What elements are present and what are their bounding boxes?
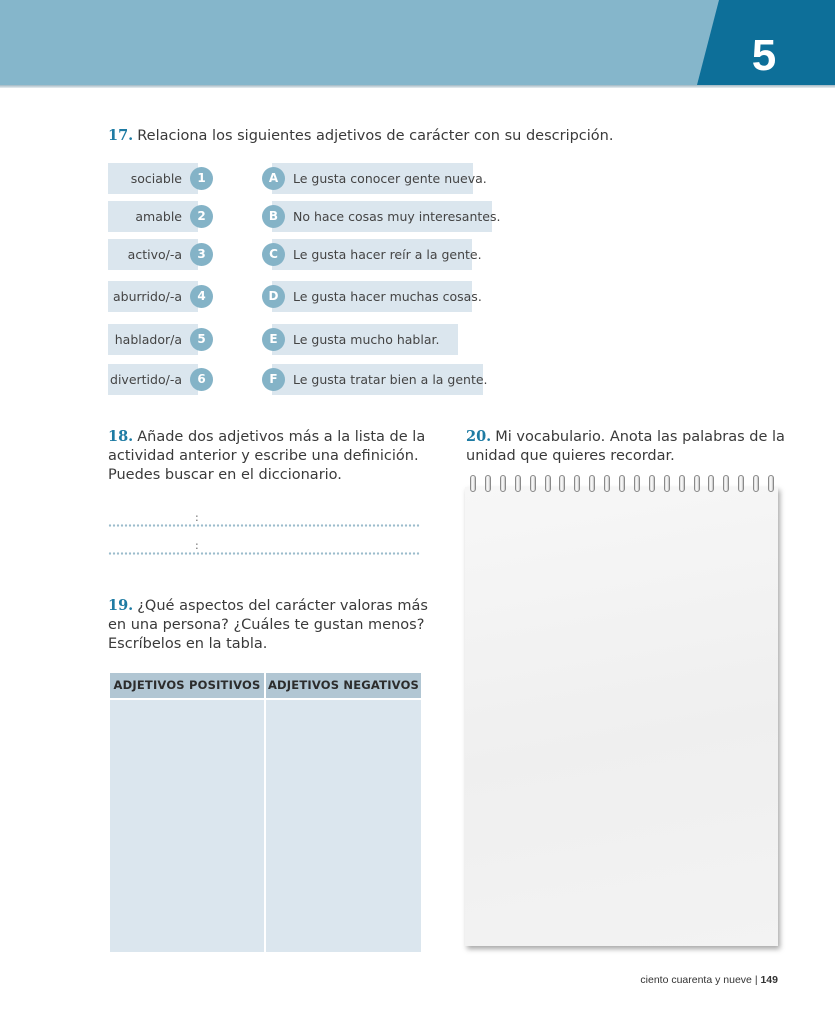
q19-number: 19. (108, 597, 134, 614)
spiral-ring (694, 475, 700, 492)
spiral-ring (679, 475, 685, 492)
q20-line-2: unidad que quieres recordar. (466, 448, 675, 464)
answer-line-1[interactable] (108, 524, 420, 527)
adjective-number-3: 3 (190, 243, 213, 266)
adjective-label: aburrido/-a (112, 289, 182, 304)
definition-text: Le gusta mucho hablar. (293, 332, 440, 347)
answer-separator-2: : (195, 539, 199, 552)
spiral-ring (574, 475, 580, 492)
q19-line-3: Escríbelos en la tabla. (108, 636, 268, 652)
definition-box-d (272, 281, 482, 312)
definition-box-e (272, 324, 458, 355)
spiral-ring (738, 475, 744, 492)
adjective-label: sociable (130, 171, 182, 186)
definition-letter-c: C (262, 243, 285, 266)
q19-line-2: en una persona? ¿Cuáles te gustan menos? (108, 617, 425, 633)
spiral-ring (768, 475, 774, 492)
q18-line-2: actividad anterior y escribe una definición. (108, 448, 419, 464)
definition-letter-e: E (262, 328, 285, 351)
q18-line-1: Añade dos adjetivos más a la lista de la (137, 429, 426, 445)
adjective-box-6 (108, 364, 198, 395)
adjective-label: activo/-a (127, 247, 182, 262)
footer-separator: | (754, 974, 758, 986)
spiral-ring (500, 475, 506, 492)
positive-adjectives-cell[interactable] (110, 700, 264, 952)
q17-number: 17. (108, 127, 134, 144)
q20-title (466, 427, 796, 466)
adjectives-table (110, 673, 421, 952)
adjective-label: amable (135, 209, 182, 224)
definition-letter-a: A (262, 167, 285, 190)
page-number: 149 (760, 974, 778, 986)
spiral-ring (545, 475, 551, 492)
q17-text: Relaciona los siguientes adjetivos de carácter con su descripción. (137, 128, 614, 144)
definition-letter-b: B (262, 205, 285, 228)
spiral-ring (664, 475, 670, 492)
answer-line-2[interactable] (108, 552, 420, 555)
q18-line-3: Puedes buscar en el diccionario. (108, 467, 342, 483)
adjective-label: divertido/-a (110, 372, 182, 387)
adjective-box-4 (108, 281, 198, 312)
answer-separator-1: : (195, 511, 199, 524)
definition-text: Le gusta hacer muchas cosas. (293, 289, 482, 304)
q19-title (108, 596, 438, 654)
adjective-number-4: 4 (190, 285, 213, 308)
definition-text: No hace cosas muy interesantes. (293, 209, 501, 224)
spiral-ring (530, 475, 536, 492)
spiral-ring (589, 475, 595, 492)
adjective-box-1 (108, 163, 198, 194)
spiral-ring (634, 475, 640, 492)
spiral-ring (470, 475, 476, 492)
col-header-negative: ADJETIVOS NEGATIVOS (266, 673, 421, 698)
definition-box-a (272, 163, 487, 194)
unit-number: 5 (751, 31, 777, 80)
spiral-ring (649, 475, 655, 492)
definition-text: Le gusta conocer gente nueva. (293, 171, 487, 186)
adjective-box-2 (108, 201, 198, 232)
q20-line-1: Mi vocabulario. Anota las palabras de la (495, 429, 785, 445)
adjective-box-5 (108, 324, 198, 355)
definition-box-c (272, 239, 482, 270)
q17-title (108, 126, 613, 146)
q18-title (108, 427, 438, 485)
adjective-label: hablador/a (114, 332, 182, 347)
adjective-number-1: 1 (190, 167, 213, 190)
definition-box-b (272, 201, 501, 232)
q20-number: 20. (466, 428, 492, 445)
spiral-ring (559, 475, 565, 492)
col-header-positive: ADJETIVOS POSITIVOS (110, 673, 264, 698)
adjective-number-6: 6 (190, 368, 213, 391)
spiral-ring (619, 475, 625, 492)
page-number-words: ciento cuarenta y nueve (640, 974, 752, 986)
definition-box-f (272, 364, 488, 395)
page-footer (640, 974, 778, 986)
adjective-box-3 (108, 239, 198, 270)
q19-line-1: ¿Qué aspectos del carácter valoras más (137, 598, 428, 614)
negative-adjectives-cell[interactable] (266, 700, 421, 952)
spiral-ring (485, 475, 491, 492)
definition-text: Le gusta tratar bien a la gente. (293, 372, 488, 387)
definition-letter-f: F (262, 368, 285, 391)
adjective-number-5: 5 (190, 328, 213, 351)
spiral-ring (753, 475, 759, 492)
spiral-ring (515, 475, 521, 492)
spiral-ring (723, 475, 729, 492)
q18-number: 18. (108, 428, 134, 445)
adjective-number-2: 2 (190, 205, 213, 228)
header-shadow (0, 85, 835, 88)
spiral-ring (604, 475, 610, 492)
spiral-ring (708, 475, 714, 492)
definition-letter-d: D (262, 285, 285, 308)
vocabulary-notepad[interactable] (465, 487, 778, 946)
definition-text: Le gusta hacer reír a la gente. (293, 247, 482, 262)
